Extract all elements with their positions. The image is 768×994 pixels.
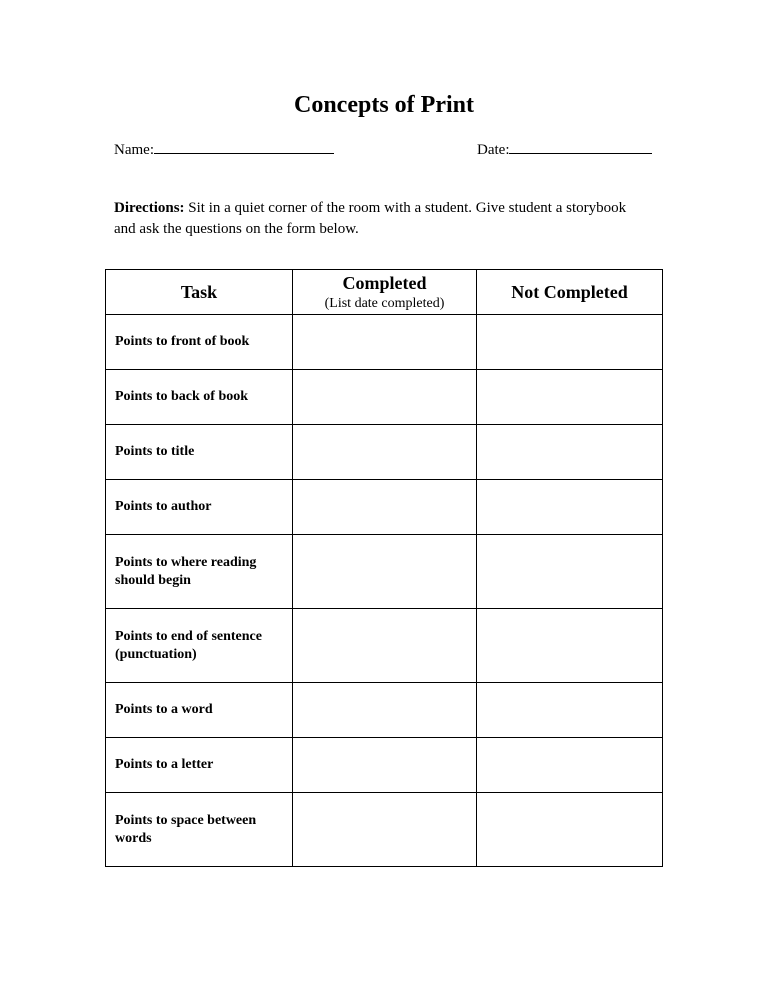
date-blank-line[interactable] [509,138,652,154]
date-field [477,138,652,160]
completed-cell[interactable] [293,370,477,425]
name-label: Name: [114,142,154,158]
task-cell: Points to space between words [106,793,293,867]
directions-text: Sit in a quiet corner of the room with a student. Give student a storybook and ask the questions on the form below. [114,200,627,237]
task-cell: Points to author [106,480,293,535]
task-cell: Points to back of book [106,370,293,425]
table-row [106,535,663,609]
not-completed-cell[interactable] [477,793,663,867]
name-field [114,138,334,160]
task-cell: Points to where reading should begin [106,535,293,609]
table-row [106,480,663,535]
header-task-label: Task [180,281,218,302]
concepts-table [105,269,663,867]
table-row [106,425,663,480]
task-cell: Points to a letter [106,738,293,793]
not-completed-cell[interactable] [477,370,663,425]
task-cell: Points to title [106,425,293,480]
not-completed-cell[interactable] [477,425,663,480]
not-completed-cell[interactable] [477,683,663,738]
completed-cell[interactable] [293,609,477,683]
header-not-completed [477,270,663,315]
task-cell: Points to end of sentence (punctuation) [106,609,293,683]
header-completed [293,270,477,315]
not-completed-cell[interactable] [477,480,663,535]
name-blank-line[interactable] [154,138,334,154]
header-completed-note: (List date completed) [324,295,445,311]
page-title: Concepts of Print [294,92,474,118]
not-completed-cell[interactable] [477,738,663,793]
task-cell: Points to front of book [106,315,293,370]
table-row [106,315,663,370]
completed-cell[interactable] [293,793,477,867]
table-row [106,683,663,738]
not-completed-cell[interactable] [477,609,663,683]
directions-label: Directions: [114,200,185,216]
completed-cell[interactable] [293,535,477,609]
table-row [106,609,663,683]
header-task [106,270,293,315]
not-completed-cell[interactable] [477,535,663,609]
task-cell: Points to a word [106,683,293,738]
table-row [106,793,663,867]
table-row [106,370,663,425]
completed-cell[interactable] [293,425,477,480]
directions [114,198,634,240]
completed-cell[interactable] [293,480,477,535]
completed-cell[interactable] [293,315,477,370]
header-not-completed-label: Not Completed [511,281,628,302]
completed-cell[interactable] [293,683,477,738]
table-header-row [106,270,663,315]
table-row [106,738,663,793]
header-completed-label: Completed [342,272,427,293]
not-completed-cell[interactable] [477,315,663,370]
date-label: Date: [477,142,510,158]
completed-cell[interactable] [293,738,477,793]
